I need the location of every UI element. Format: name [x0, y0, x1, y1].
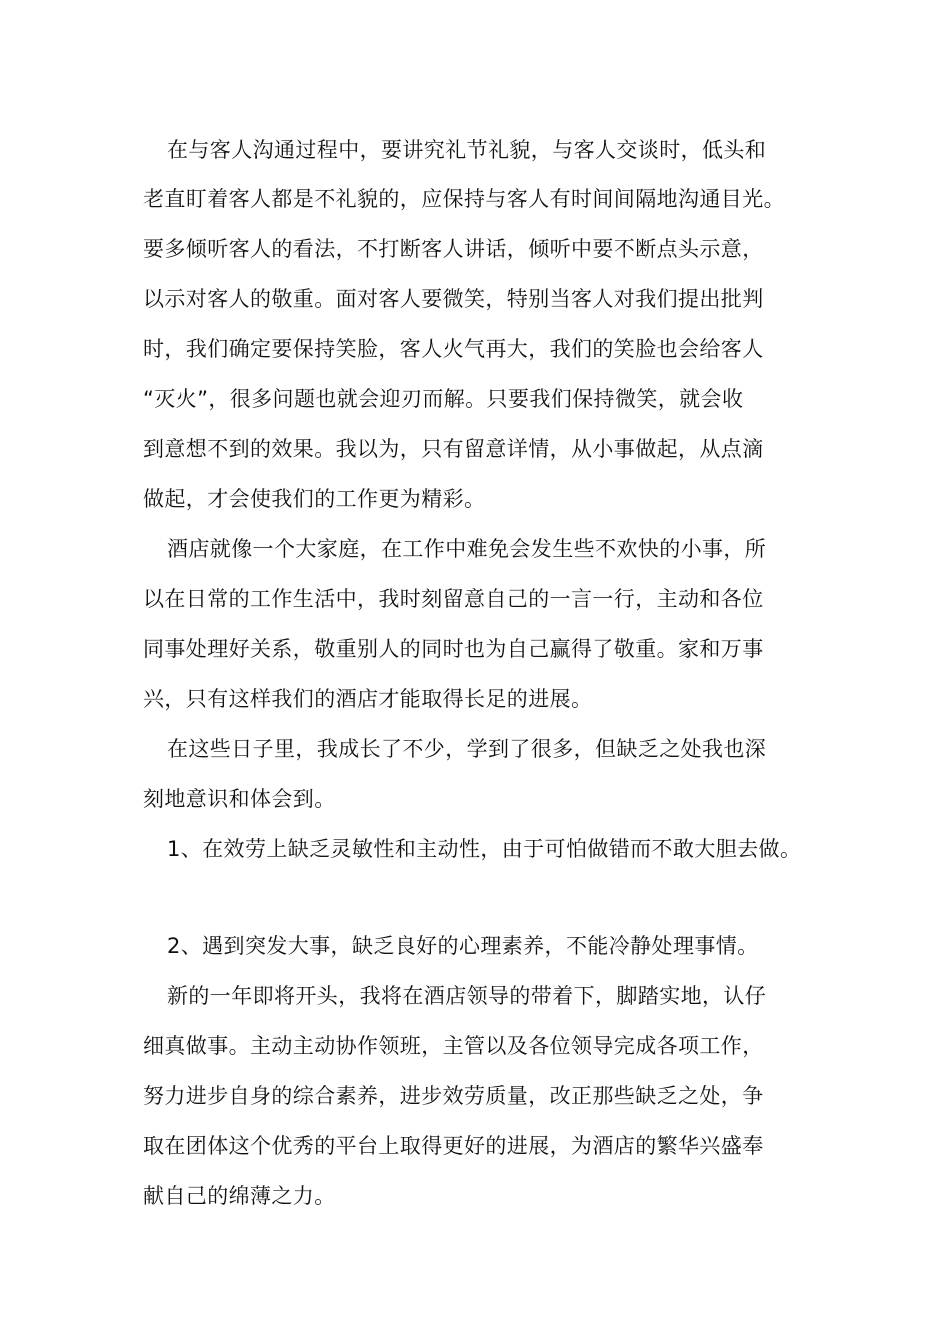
paragraph-1-line-5: 时，我们确定要保持笑脸，客人火气再大，我们的笑脸也会给客人	[143, 337, 764, 361]
paragraph-2-line-3: 同事处理好关系，敬重别人的同时也为自己赢得了敬重。家和万事	[143, 637, 764, 661]
paragraph-6-line-1: 新的一年即将开头，我将在酒店领导的带着下，脚踏实地，认仔	[167, 984, 767, 1008]
paragraph-2-line-2: 以在日常的工作生活中，我时刻留意自己的一言一行，主动和各位	[143, 587, 764, 611]
paragraph-1-line-6: “灭火”，很多问题也就会迎刃而解。只要我们保持微笑，就会收	[143, 387, 744, 411]
paragraph-2-line-1: 酒店就像一个大家庭，在工作中难免会发生些不欢快的小事，所	[167, 537, 767, 561]
paragraph-1-line-4: 以示对客人的敬重。面对客人要微笑，特别当客人对我们提出批判	[143, 287, 764, 311]
paragraph-3-line-2: 刻地意识和体会到。	[143, 787, 336, 811]
list-item-2: 2、遇到突发大事，缺乏良好的心理素养，不能冷静处理事情。	[167, 934, 759, 958]
paragraph-6-line-4: 取在团体这个优秀的平台上取得更好的进展，为酒店的繁华兴盛奉	[143, 1134, 764, 1158]
paragraph-3-line-1: 在这些日子里，我成长了不少，学到了很多，但缺乏之处我也深	[167, 737, 767, 761]
paragraph-2-line-4: 兴，只有这样我们的酒店才能取得长足的进展。	[143, 687, 593, 711]
paragraph-6-line-5: 献自己的绵薄之力。	[143, 1184, 336, 1208]
paragraph-1-line-3: 要多倾听客人的看法，不打断客人讲话，倾听中要不断点头示意，	[143, 237, 764, 261]
paragraph-1-line-2: 老直盯着客人都是不礼貌的，应保持与客人有时间间隔地沟通目光。	[143, 187, 785, 211]
paragraph-1-line-7: 到意想不到的效果。我以为，只有留意详情，从小事做起，从点滴	[143, 437, 764, 461]
list-item-1: 1、在效劳上缺乏灵敏性和主动性，由于可怕做错而不敢大胆去做。	[167, 837, 802, 861]
paragraph-1-line-8: 做起，才会使我们的工作更为精彩。	[143, 487, 486, 511]
paragraph-6-line-3: 努力进步自身的综合素养，进步效劳质量，改正那些缺乏之处，争	[143, 1084, 764, 1108]
paragraph-6-line-2: 细真做事。主动主动协作领班，主管以及各位领导完成各项工作，	[143, 1034, 764, 1058]
paragraph-1-line-1: 在与客人沟通过程中，要讲究礼节礼貌，与客人交谈时，低头和	[167, 138, 767, 162]
